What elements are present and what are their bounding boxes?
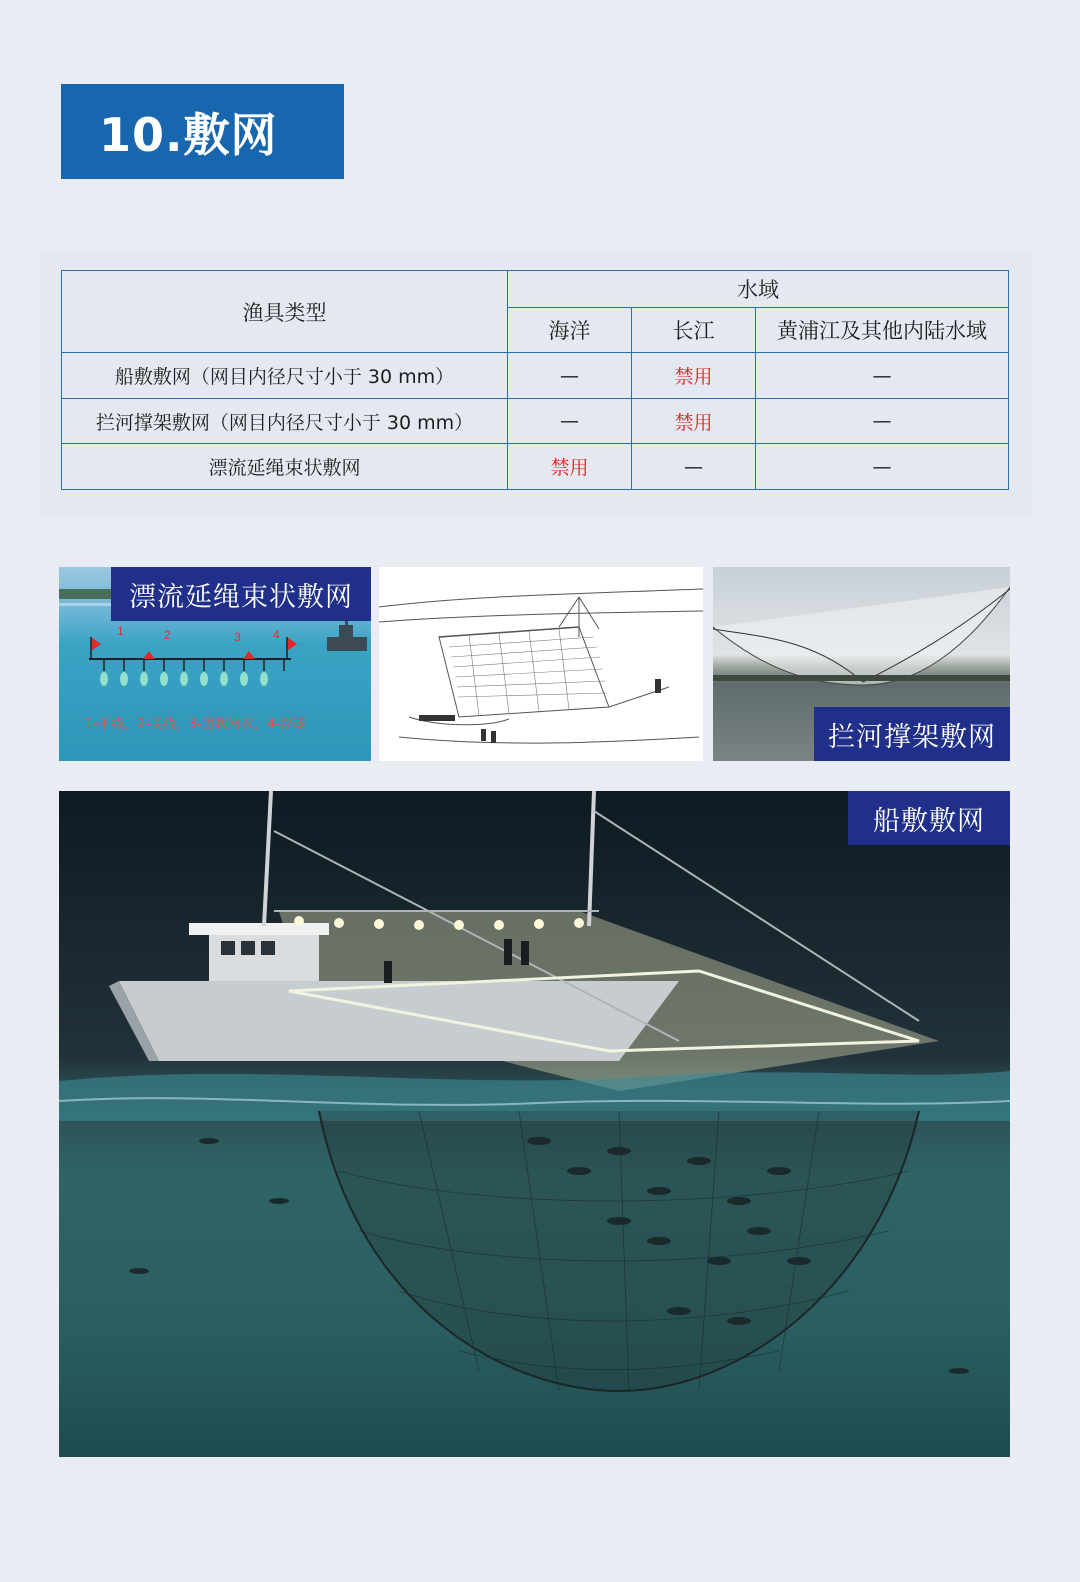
- section-title: 10.敷网: [61, 84, 344, 179]
- marker-3: 3: [234, 630, 241, 644]
- row-gear-name: 拦河撑架敷网（网目内径尺寸小于 30 mm）: [62, 399, 508, 444]
- boat-net-scene: [59, 791, 1010, 1457]
- marker-1: 1: [117, 624, 124, 638]
- row-gear-name: 漂流延绳束状敷网: [62, 444, 508, 490]
- river-net-label: 拦河撑架敷网: [814, 707, 1010, 761]
- drift-net-label: 漂流延绳束状敷网: [111, 567, 371, 621]
- row-cell: —: [508, 399, 632, 444]
- fishing-gear-table: [61, 270, 1009, 490]
- marker-2: 2: [164, 628, 171, 642]
- boat-net-illustration: [59, 791, 1010, 1457]
- sketch-net-drawing: [379, 567, 703, 761]
- drift-legend: 1-干线，2-支线，3-团状网衣，4-浮球: [85, 717, 306, 732]
- row-cell: —: [508, 353, 632, 399]
- row-cell: —: [756, 399, 1009, 444]
- table-row: [62, 399, 1009, 444]
- table-row: [62, 353, 1009, 399]
- header-col-yangtze: 长江: [632, 308, 756, 353]
- header-water-area: 水域: [508, 271, 1009, 308]
- header-col-inland: 黄浦江及其他内陆水域: [756, 308, 1009, 353]
- row-cell: —: [756, 444, 1009, 490]
- row-cell: 禁用: [632, 353, 756, 399]
- row-gear-name: 船敷敷网（网目内径尺寸小于 30 mm）: [62, 353, 508, 399]
- header-col-sea: 海洋: [508, 308, 632, 353]
- boat-net-label: 船敷敷网: [848, 791, 1010, 845]
- row-cell: —: [632, 444, 756, 490]
- marker-4: 4: [273, 628, 280, 642]
- table-row: [62, 444, 1009, 490]
- row-cell: 禁用: [508, 444, 632, 490]
- row-cell: 禁用: [632, 399, 756, 444]
- header-gear-type: 渔具类型: [62, 271, 508, 353]
- sketch-illustration: [379, 567, 703, 761]
- row-cell: —: [756, 353, 1009, 399]
